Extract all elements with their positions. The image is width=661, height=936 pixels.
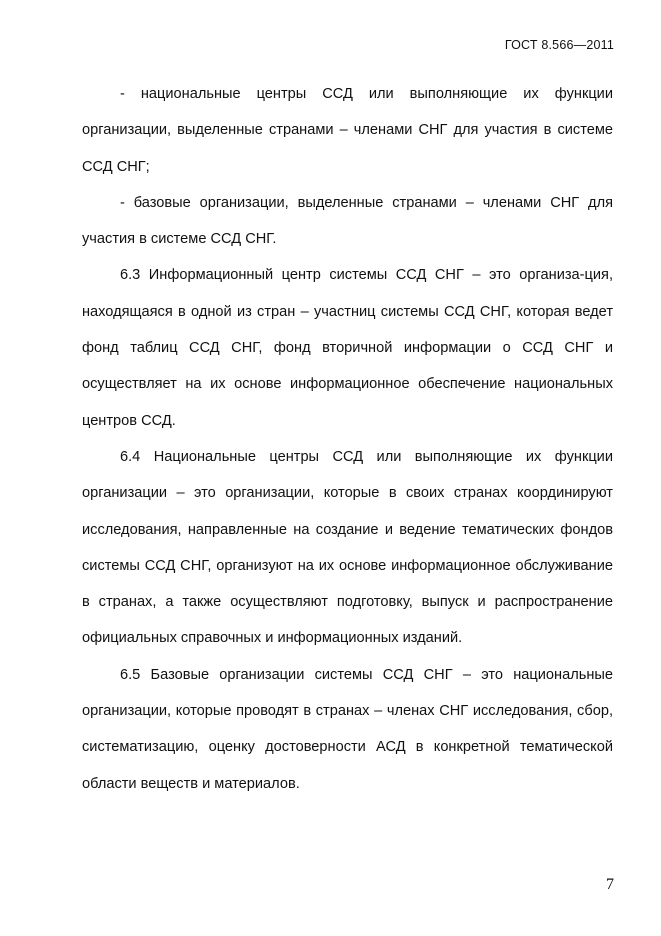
paragraph-6-5: 6.5 Базовые организации системы ССД СНГ – это национальные организации, которые проводят в странах – членах СНГ исследования, сбор, систематизацию, оценку достоверности АСД в конкретной тематической области веществ и материалов. bbox=[82, 666, 613, 792]
document-header-code: ГОСТ 8.566—2011 bbox=[504, 38, 614, 52]
document-body bbox=[82, 76, 613, 802]
paragraph-6-3: 6.3 Информационный центр системы ССД СНГ – это организа-ция, находящаяся в одной из стран – участниц системы ССД СНГ, которая ведет фонд таблиц ССД СНГ, фонд вторичной информации о ССД СНГ и осуществляет на их основе информационное обеспечение национальных центров ССД. bbox=[82, 267, 613, 429]
paragraph-national-centers-item: - национальные центры ССД или выполняющие их функции организации, выделенные странами – членами СНГ для участия в системе ССД СНГ; bbox=[82, 86, 613, 175]
paragraph-6-4: 6.4 Национальные центры ССД или выполняющие их функции организации – это организации, которые в своих странах координируют исследования, направленные на создание и ведение тематических фондов системы ССД СНГ, организуют на их основе информационное обслуживание в странах, а также осуществляют подготовку, выпуск и распространение официальных справочных и информационных изданий. bbox=[82, 448, 613, 647]
page-number: 7 bbox=[606, 876, 614, 893]
paragraph-base-organizations-item: - базовые организации, выделенные странами – членами СНГ для участия в системе ССД СНГ. bbox=[82, 194, 613, 248]
